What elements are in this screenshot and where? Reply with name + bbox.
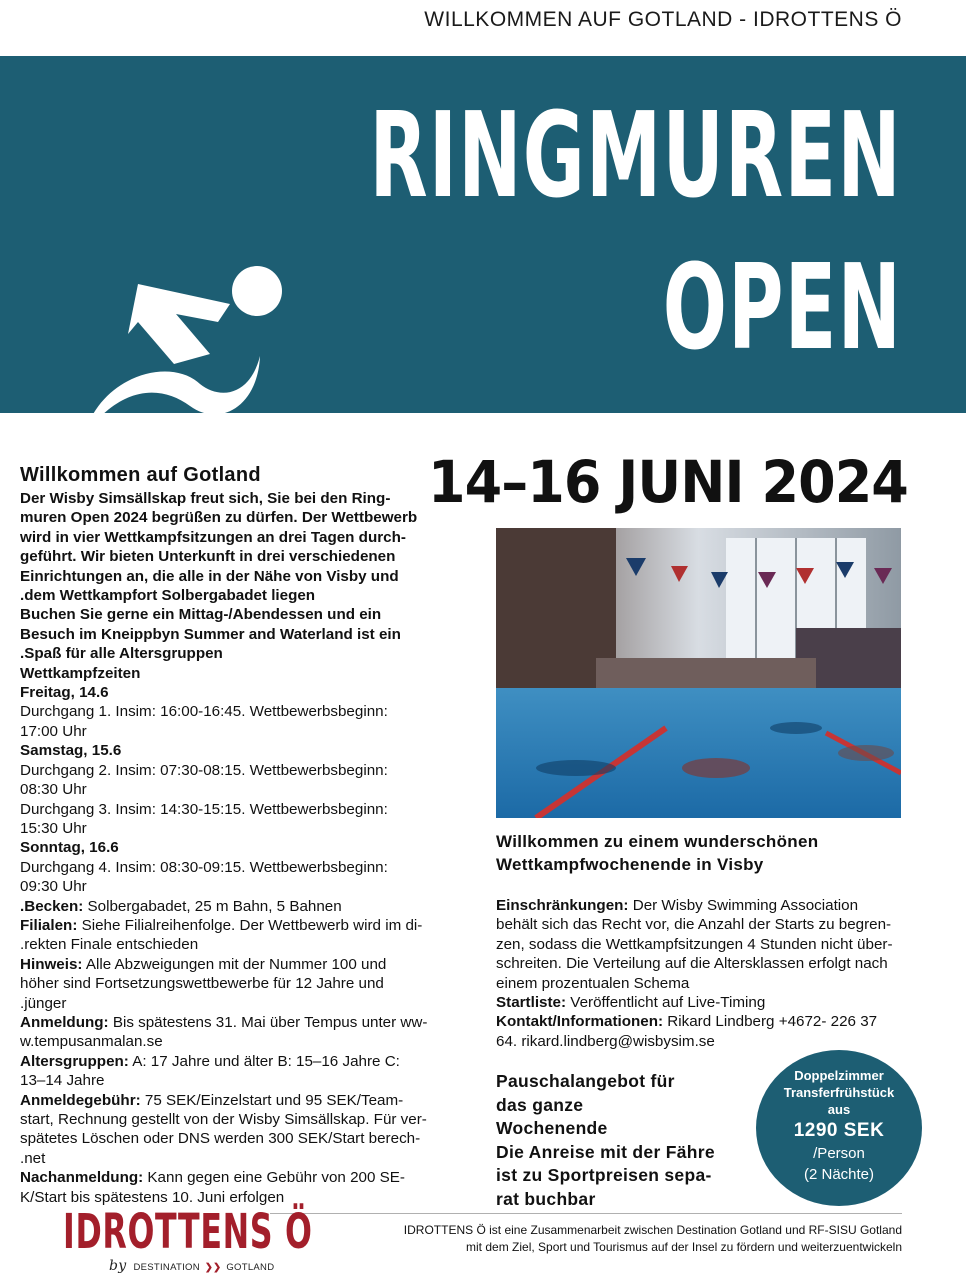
info-line — [20, 1013, 456, 1032]
logo-wordmark: IDROTTENS Ö — [63, 1204, 313, 1260]
intro-line: Der Wisby Simsällskap freut sich, Sie bei den Ring- — [20, 490, 391, 507]
info-text: schreiten. Die Verteilung auf die Altersklassen erfolgt nach — [496, 955, 888, 973]
badge-unit: /Person — [813, 1145, 865, 1162]
info-text: start, Rechnung gestellt von der Wisby Simsällskap. Für ver- — [20, 1111, 427, 1128]
info-line — [496, 896, 921, 915]
footer-line: IDROTTENS Ö ist eine Zusammenarbeit zwischen Destination Gotland und RF-SISU Gotland — [403, 1223, 902, 1237]
info-text: Alle Abzweigungen mit der Nummer 100 und — [82, 955, 387, 973]
badge-line: aus — [827, 1102, 851, 1117]
info-line — [20, 1071, 456, 1090]
info-label: Nachanmeldung: — [20, 1169, 144, 1187]
intro-line: muren Open 2024 begrüßen zu dürfen. Der Wettbewerb — [20, 509, 418, 527]
badge-line: Doppelzimmer — [794, 1068, 884, 1083]
info-text: 13–14 Jahre — [20, 1072, 105, 1090]
intro-text — [20, 489, 456, 664]
schedule-line: 17:00 Uhr — [20, 722, 87, 740]
intro-line: wird in vier Wettkampfsitzungen an drei Tagen durch- — [20, 528, 406, 546]
welcome-line: Wettkampfwochenende in Visby — [496, 855, 764, 874]
pool-photo — [496, 528, 901, 818]
logo-gotland: GOTLAND — [226, 1262, 275, 1273]
schedule-heading: Wettkampfzeiten — [20, 664, 141, 682]
info-text: A: 17 Jahre und älter B: 15–16 Jahre C: — [128, 1052, 400, 1070]
title-banner — [0, 56, 966, 413]
info-line — [496, 954, 921, 973]
info-line — [20, 1091, 456, 1110]
info-text: Der Wisby Swimming Association — [628, 897, 859, 914]
info-text: Kann gegen eine Gebühr von 200 SE- — [143, 1169, 405, 1187]
info-text: einem prozentualen Schema — [496, 974, 690, 992]
info-line — [20, 974, 456, 993]
info-line — [20, 916, 456, 935]
info-text: K/Start bis spätestens 10. Juni erfolgen — [20, 1188, 285, 1206]
info-label: .Becken: — [20, 897, 84, 915]
info-text: zen, sodass die Wettkampfsitzungen 4 Stunden nicht über- — [496, 935, 893, 953]
info-line — [496, 1032, 921, 1051]
info-line — [20, 1129, 456, 1148]
schedule-line: Durchgang 4. Insim: 08:30-09:15. Wettbewerbsbeginn: — [20, 858, 388, 876]
info-line — [20, 994, 456, 1013]
info-label: Anmeldegebühr: — [20, 1091, 141, 1109]
info-text: höher sind Fortsetzungswettbewerbe für 12 Jahre und — [20, 975, 384, 993]
info-text: .jünger — [20, 994, 67, 1012]
intro-line: Besuch im Kneippbyn Summer and Waterland ist ein — [20, 625, 401, 643]
footer-divider — [270, 1213, 902, 1214]
package-line: Die Anreise mit der Fähre — [496, 1141, 715, 1162]
info-text: .net — [20, 1149, 46, 1167]
schedule-line: Durchgang 1. Insim: 16:00-16:45. Wettbewerbsbeginn: — [20, 703, 388, 721]
schedule-line: 09:30 Uhr — [20, 878, 87, 896]
event-title-line2: OPEN — [662, 238, 902, 376]
schedule-line: Durchgang 2. Insim: 07:30-08:15. Wettbewerbsbeginn: — [20, 761, 388, 779]
package-line: ist zu Sportpreisen sepa- — [496, 1165, 712, 1185]
right-info — [496, 896, 921, 1051]
info-line — [20, 1110, 456, 1129]
welcome-line: Willkommen zu einem wunderschönen — [496, 832, 819, 851]
info-line — [20, 1149, 456, 1168]
info-text: Siehe Filialreihenfolge. Der Wettbewerb wird im di- — [77, 916, 423, 934]
info-label: Anmeldung: — [20, 1013, 109, 1031]
logo-subline — [109, 1258, 274, 1274]
info-line — [20, 955, 456, 974]
idrottens-logo — [63, 1204, 313, 1276]
info-line — [20, 1032, 456, 1051]
info-text: Rikard Lindberg +4672- 226 37 — [663, 1013, 878, 1031]
info-label: Kontakt/Informationen: — [496, 1013, 664, 1031]
info-text: behält sich das Recht vor, die Anzahl der Starts zu begren- — [496, 916, 892, 934]
badge-text — [756, 1067, 922, 1118]
chevron-right-icon: ❯❯ — [204, 1262, 222, 1273]
package-line: das ganze — [496, 1094, 584, 1115]
footer-text — [302, 1222, 902, 1256]
badge-line: Transferfrühstück — [783, 1085, 895, 1100]
day-sunday: Sonntag, 16.6 — [20, 839, 119, 857]
price-badge — [756, 1050, 922, 1206]
footer-line: mit dem Ziel, Sport und Tourismus auf der Insel zu fördern und weiterzuentwickeln — [466, 1240, 902, 1254]
schedule-line: 08:30 Uhr — [20, 781, 87, 799]
intro-line: Einrichtungen an, die alle in der Nähe von Visby und — [20, 567, 399, 585]
welcome-heading: Willkommen auf Gotland — [20, 464, 261, 486]
info-label: Filialen: — [20, 916, 78, 934]
info-line — [20, 1168, 456, 1187]
info-text: Solbergabadet, 25 m Bahn, 5 Bahnen — [83, 897, 342, 915]
logo-destination: DESTINATION — [133, 1262, 200, 1273]
info-text: Veröffentlicht auf Live-Timing — [566, 994, 766, 1012]
intro-line: .Spaß für alle Altersgruppen — [20, 645, 223, 663]
badge-nights: (2 Nächte) — [803, 1166, 875, 1183]
day-friday: Freitag, 14.6 — [20, 684, 109, 702]
left-column — [20, 463, 456, 1207]
schedule-line: 15:30 Uhr — [20, 819, 87, 837]
package-line: Wochenende — [496, 1118, 608, 1138]
intro-line: geführt. Wir bieten Unterkunft in drei verschiedenen — [20, 548, 396, 566]
info-label: Hinweis: — [20, 955, 83, 973]
info-label: Altersgruppen: — [20, 1052, 129, 1070]
info-text: .rekten Finale entschieden — [20, 936, 199, 954]
info-line — [20, 1052, 456, 1071]
info-text: 75 SEK/Einzelstart und 95 SEK/Team- — [140, 1091, 404, 1109]
event-date: 14–16 JUNI 2024 — [428, 448, 908, 516]
schedule-line: Durchgang 3. Insim: 14:30-15:15. Wettbewerbsbeginn: — [20, 800, 388, 818]
intro-line: Buchen Sie gerne ein Mittag-/Abendessen und ein — [20, 606, 382, 624]
package-line: rat buchbar — [496, 1188, 596, 1209]
info-line — [20, 935, 456, 954]
event-title-line1: RINGMUREN — [369, 86, 902, 224]
info-line — [496, 1012, 921, 1031]
info-text: Bis spätestens 31. Mai über Tempus unter ww- — [108, 1013, 428, 1031]
info-line — [496, 935, 921, 954]
swimming-pool-image — [496, 528, 901, 818]
info-line — [496, 974, 921, 993]
info-line — [20, 897, 456, 916]
info-line — [496, 993, 921, 1012]
swimmer-icon — [80, 256, 290, 446]
info-label: Einschränkungen: — [496, 897, 629, 914]
info-text: 64. rikard.lindberg@wisbysim.se — [496, 1032, 715, 1050]
info-text: w.tempusanmalan.se — [20, 1033, 163, 1051]
package-offer — [496, 1070, 746, 1211]
weekend-welcome — [496, 830, 921, 876]
logo-by: by — [109, 1258, 127, 1274]
info-label: Startliste: — [496, 994, 567, 1012]
info-text: spätetes Löschen oder DNS werden 300 SEK/Start berech- — [20, 1130, 421, 1148]
info-line — [496, 915, 921, 934]
intro-line: .dem Wettkampfort Solbergabadet liegen — [20, 587, 316, 605]
top-tagline: WILLKOMMEN AUF GOTLAND - IDROTTENS Ö — [424, 8, 902, 31]
badge-price: 1290 SEK — [793, 1120, 885, 1141]
day-saturday: Samstag, 15.6 — [20, 742, 122, 760]
package-line: Pauschalangebot für — [496, 1071, 675, 1091]
